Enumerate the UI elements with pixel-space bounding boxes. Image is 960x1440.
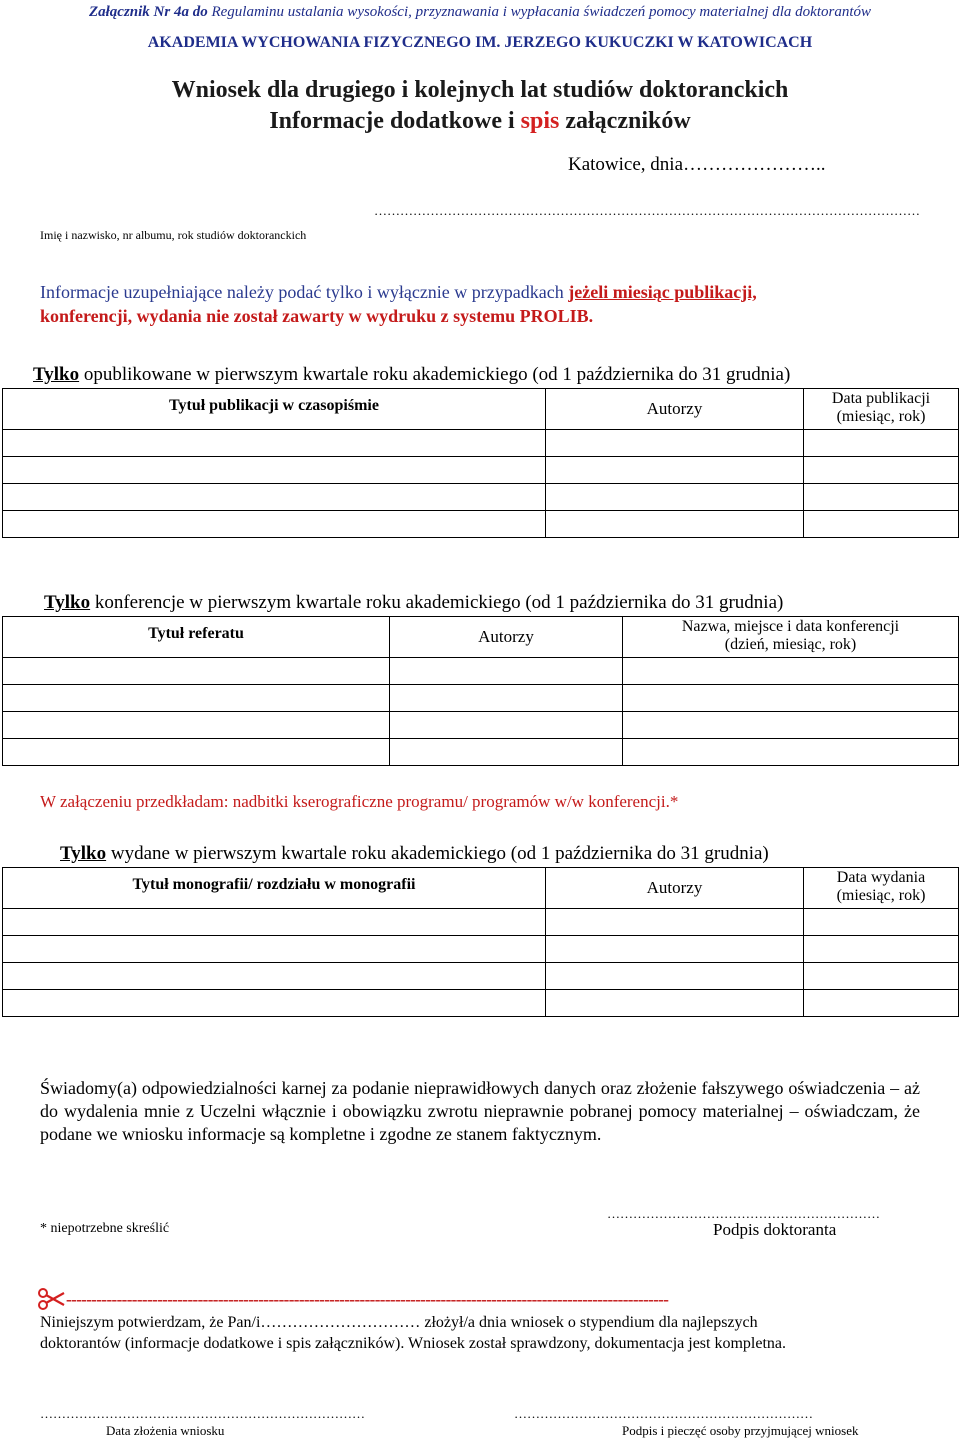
conferences-table (2, 616, 959, 766)
submission-date-label: Data złożenia wniosku (106, 1423, 225, 1438)
declaration: Świadomy(a) odpowiedzialności karnej za podanie nieprawidłowych danych oraz złożenie fałszywego oświadczenia – aż do wydalenia mnie z Uczelni włącznie i obowiązku zwrotu nieprawnie pobranej pomocy materialnej – oświadczam, że podane we wniosku informacje są kompletne i zgodne ze stanem faktycznym. (40, 1078, 920, 1144)
table-cell[interactable] (390, 739, 623, 766)
table-header-row (3, 389, 959, 430)
conferences-heading-only: Tylko (44, 592, 91, 613)
monographs-table (2, 867, 959, 1017)
table-cell[interactable] (623, 739, 959, 766)
table-cell[interactable] (804, 909, 959, 936)
table-cell[interactable] (546, 963, 804, 990)
col-authors-header: Autorzy (546, 389, 804, 430)
footnote: * niepotrzebne skreślić (40, 1221, 170, 1236)
col-title-header: Tytuł monografii/ rozdziału w monografii (3, 868, 546, 909)
col-date-header-a: Data wydania (836, 869, 926, 886)
table-cell[interactable] (804, 457, 959, 484)
table-cell[interactable] (390, 712, 623, 739)
table-row[interactable] (3, 685, 959, 712)
table-cell[interactable] (804, 990, 959, 1017)
table-row[interactable] (3, 990, 959, 1017)
table-row[interactable] (3, 909, 959, 936)
table-cell[interactable] (546, 990, 804, 1017)
col-authors-header: Autorzy (546, 868, 804, 909)
col-title-header: Tytuł referatu (3, 617, 390, 658)
col-date-header-b: (miesiąc, rok) (836, 887, 926, 904)
table-cell[interactable] (3, 909, 546, 936)
table-header-row (3, 617, 959, 658)
signature-dots: ……………………………………………………… (607, 1206, 880, 1221)
signature-label: Podpis doktoranta (713, 1220, 837, 1239)
table-row[interactable] (3, 739, 959, 766)
table-row[interactable] (3, 457, 959, 484)
info-line2: konferencji, wydania nie został zawarty w wydruku z systemu PROLIB. (40, 306, 594, 326)
table-cell[interactable] (623, 658, 959, 685)
table-cell[interactable] (546, 457, 804, 484)
conferences-heading-rest: konferencje w pierwszym kwartale roku akademickiego (od 1 października do 31 grudnia) (90, 592, 784, 613)
table-cell[interactable] (623, 685, 959, 712)
table-cell[interactable] (3, 658, 390, 685)
table-cell[interactable] (804, 511, 959, 538)
col-date-header-a: Data publikacji (831, 390, 931, 407)
col-authors-header: Autorzy (390, 617, 623, 658)
name-caption: Imię i nazwisko, nr albumu, rok studiów doktoranckich (40, 228, 307, 242)
title-line2-a: Informacje dodatkowe i (269, 108, 521, 134)
scissors-icon (38, 1288, 66, 1315)
table-cell[interactable] (3, 990, 546, 1017)
place-date: Katowice, dnia………………….. (568, 154, 826, 175)
attachment-line (0, 4, 960, 21)
table-cell[interactable] (3, 511, 546, 538)
table-row[interactable] (3, 484, 959, 511)
table-cell[interactable] (3, 430, 546, 457)
receiver-signature-dots: …………………………………………………………… (514, 1406, 813, 1421)
table-cell[interactable] (3, 936, 546, 963)
title-line1: Wniosek dla drugiego i kolejnych lat studiów doktoranckich (171, 77, 789, 103)
table-row[interactable] (3, 936, 959, 963)
publications-heading-rest: opublikowane w pierwszym kwartale roku akademickiego (od 1 października do 31 grudnia) (79, 364, 791, 385)
conferences-heading (44, 592, 783, 614)
info-line1 (40, 282, 940, 303)
table-cell[interactable] (804, 484, 959, 511)
col-conference-header-b: (dzień, miesiąc, rok) (724, 636, 857, 653)
confirmation-line1: Niniejszym potwierdzam, że Pan/i………………………… złożył/a dnia wniosek o stypendium dla najlepszych (40, 1314, 758, 1331)
confirmation-line2: doktorantów (informacje dodatkowe i spis załączników). Wniosek został sprawdzony, dokumentacja jest kompletna. (40, 1335, 787, 1352)
table-header-row (3, 868, 959, 909)
table-row[interactable] (3, 511, 959, 538)
col-date-header-b: (miesiąc, rok) (836, 408, 926, 425)
col-date-header (804, 389, 959, 430)
title-line2-b: spis (520, 108, 560, 134)
table-cell[interactable] (804, 936, 959, 963)
table-cell[interactable] (546, 909, 804, 936)
cut-line: ----------------------------------------------------------------------------------------------------------------------- (66, 1290, 669, 1309)
table-cell[interactable] (804, 963, 959, 990)
col-date-header (804, 868, 959, 909)
table-cell[interactable] (3, 963, 546, 990)
table-cell[interactable] (546, 430, 804, 457)
monographs-heading-only: Tylko (60, 843, 107, 864)
col-conference-header (623, 617, 959, 658)
table-cell[interactable] (546, 511, 804, 538)
col-title-header: Tytuł publikacji w czasopiśmie (3, 389, 546, 430)
table-cell[interactable] (3, 739, 390, 766)
attachment-note: W załączeniu przedkładam: nadbitki kserograficzne programu/ programów w/w konferencji.* (40, 792, 679, 811)
table-row[interactable] (3, 963, 959, 990)
title-line2-c: załączników (559, 108, 691, 134)
attachment-regulation: Regulaminu ustalania wysokości, przyznawania i wypłacania świadczeń pomocy materialnej dla doktorantów (207, 4, 872, 20)
table-cell[interactable] (804, 430, 959, 457)
publications-heading (33, 364, 790, 386)
monographs-heading-rest: wydane w pierwszym kwartale roku akademickiego (od 1 października do 31 grudnia) (106, 843, 769, 864)
info-plain: Informacje uzupełniające należy podać tylko i wyłącznie w przypadkach (40, 282, 569, 302)
table-cell[interactable] (390, 685, 623, 712)
monographs-heading (60, 843, 769, 865)
attachment-number: Załącznik Nr 4a do (88, 4, 208, 20)
publications-heading-only: Tylko (33, 364, 80, 385)
table-cell[interactable] (3, 484, 546, 511)
table-cell[interactable] (546, 936, 804, 963)
submission-date-dots: ………………………………………………………………… (40, 1406, 365, 1421)
info-emphasis: jeżeli miesiąc publikacji, (568, 282, 757, 302)
table-row[interactable] (3, 658, 959, 685)
name-dots: ……………………………………………………………………………………………………………… (374, 203, 920, 218)
title-line2 (0, 108, 960, 135)
publications-table (2, 388, 959, 538)
receiver-signature-label: Podpis i pieczęć osoby przyjmującej wniosek (622, 1423, 859, 1438)
table-cell[interactable] (3, 457, 546, 484)
table-cell[interactable] (546, 484, 804, 511)
table-row[interactable] (3, 430, 959, 457)
table-row[interactable] (3, 712, 959, 739)
table-cell[interactable] (623, 712, 959, 739)
table-cell[interactable] (3, 712, 390, 739)
institution-name: AKADEMIA WYCHOWANIA FIZYCZNEGO IM. JERZEGO KUKUCZKI W KATOWICACH (147, 34, 813, 51)
col-conference-header-a: Nazwa, miejsce i data konferencji (681, 618, 900, 635)
table-cell[interactable] (390, 658, 623, 685)
table-cell[interactable] (3, 685, 390, 712)
